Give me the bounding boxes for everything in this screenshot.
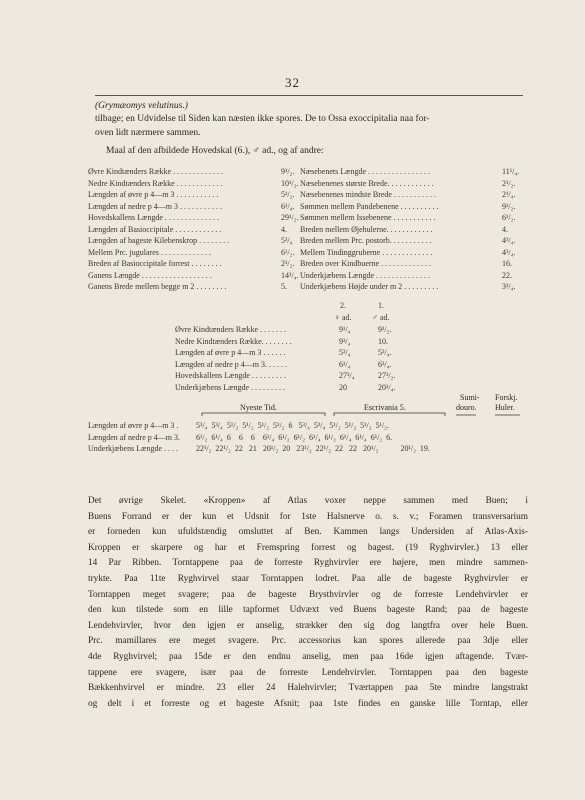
table-row [300, 258, 528, 270]
table-row [175, 370, 415, 382]
table-row [88, 235, 298, 247]
col-number-2: 2. [340, 301, 346, 310]
body-line: Prc. mamillares ere meget svagere. Prc. accessorius kan spores allerede paa 3dje eller [88, 636, 528, 647]
table-row [300, 189, 528, 201]
body-line: tappene ere svagere, især paa de forreste Lendehvirvler. Torntappen paa den bageste [88, 667, 528, 678]
measure-label: Øvre Kindtænders Række . . . . . . . . . . . . . [88, 167, 224, 176]
measure-label: Hovedskallens Længde . . . . . . . . . . . . . . [88, 213, 219, 222]
measure-value: 4. [502, 224, 508, 234]
measure-label: Mellem Prc. jugulares . . . . . . . . . . . . . [88, 247, 211, 257]
table-row [300, 235, 528, 247]
table-row [88, 178, 298, 190]
body-line: 14 Par Ribben. Torntappene paa de forreste Ryghvirvler ere højere, men mindre sammen- [88, 558, 528, 569]
table-row [88, 443, 528, 455]
measure-value: 2¹/₄. [502, 190, 516, 199]
measure-label: Sømmen mellem Pandebenene . . . . . . . . . . [300, 201, 439, 211]
body-line: Bækkenhvirvel er mindre. 23 eller 24 Halehvirvler; Tværtappen paa 5te mindre langstrakt [88, 683, 528, 694]
table-row [300, 201, 528, 213]
table-row [300, 224, 528, 236]
cell-value: 20 [339, 382, 347, 392]
page-number: 32 [285, 75, 300, 90]
row-values: 5³/₄ 5³/₄ 5¹/₂ 5¹/₂ 5¹/₂ 5¹/₂ 6 5³/₄ 5³/₄ 5¹/₂ 5¹/₂ 5¹/₂ 5¹/₂. [196, 421, 389, 430]
table-row [300, 281, 528, 293]
table-row [175, 336, 415, 348]
table-row [88, 189, 298, 201]
header-forskj-2: Huler. [495, 403, 515, 412]
body-line: Torntappen meget svagere; paa de bageste Brysthvirvler og de forreste Lendehvirvler er [88, 589, 528, 600]
measure-value: 4. [281, 224, 287, 234]
measure-label: Breden af Basioccipitale forrest . . . . . . . . [88, 259, 222, 268]
body-line: Buens Forrand er der kun et Udsnit for 1ste Halsnerve o. s. v.; Foramen transversarium [88, 511, 528, 522]
cell-value: 5³/₄ [339, 348, 351, 357]
measure-label: Underkjæbens Længde . . . . . . . . . . . . . . [300, 270, 430, 280]
measure-value: 5. [281, 282, 287, 291]
measure-value: 9¹/₂. [502, 201, 516, 211]
body-paragraph [88, 494, 528, 712]
header-sumidouro-2: douro. [456, 403, 477, 412]
cell-value: 9³/₄ [339, 336, 351, 346]
measure-value: 2¹/₂. [281, 259, 295, 268]
row-label: Længden af nedre p 4—m 3. [88, 432, 180, 442]
measure-value: 11¹/₄. [502, 167, 520, 176]
measure-label: Ganens Længde . . . . . . . . . . . . . . . . . . [88, 270, 212, 280]
measure-label: Længden af nedre p 4—m 3 . . . . . . . . . . . [88, 201, 222, 211]
header-brackets [200, 412, 530, 418]
row-label: Længden af nedre p 4—m 3. . . . . . [175, 359, 287, 369]
table-row [175, 347, 415, 359]
cell-value: 20¹/₄. [378, 382, 396, 392]
table-row [300, 166, 528, 178]
measure-value: 22. [502, 270, 512, 280]
col-number-1: 1. [378, 301, 384, 310]
measure-label: Længden af Basioccipitale . . . . . . . . . . . . [88, 224, 222, 234]
cell-value: 9¹/₄ [339, 325, 351, 334]
cell-value: 27³/₄ [339, 371, 355, 380]
row-label: Længden af øvre p 4—m 3 . [88, 421, 179, 430]
measure-label: Næsebenenes største Brede. . . . . . . . . . . . [300, 178, 434, 188]
body-line: Kroppen er skarpere og har et Fremspring forrest og bagest. (19 Ryghvirvler.) 13 eller [88, 542, 528, 553]
table-row [88, 432, 528, 444]
row-label: Nedre Kindtænders Række. . . . . . . . [175, 336, 292, 346]
header-nyeste-tid: Nyeste Tid. [240, 403, 277, 412]
measure-value: 4³/₄. [502, 236, 516, 245]
body-line: 4de Ryghvirvel; paa 15de er den endnu anselig, men paa 16de igjen aftagende. Tvær- [88, 651, 528, 662]
table-row [300, 247, 528, 259]
body-line: er forneden kun ufuldstændig omsluttet af Ben. Kammen langs Undersiden af Atlas-Axis- [88, 527, 528, 538]
measure-label: Nedre Kindtænders Række . . . . . . . . . . . . [88, 178, 223, 188]
measure-value: 4³/₄. [502, 247, 516, 257]
header-escrivania: Escrivania 5. [364, 403, 406, 412]
table2 [175, 324, 415, 393]
body-line: og delt i et forreste og et bageste Afsnit; paa 1ste findes en ganske lille Torntap, eller [88, 698, 528, 709]
table-row [88, 166, 298, 178]
table-row [88, 270, 298, 282]
measure-value: 5¹/₂. [281, 190, 295, 199]
cell-value: 5³/₄. [378, 348, 392, 357]
right-measures-table [300, 166, 528, 293]
measure-label: Længden af bageste Kilebenskrop . . . . . . . . [88, 236, 230, 245]
row-label: Øvre Kindtænders Række . . . . . . . [175, 325, 287, 334]
measure-label: Længden af øvre p 4—m 3 . . . . . . . . . . . [88, 190, 219, 199]
intro-line-1: tilbage; en Udvidelse til Siden kan næsten ikke spores. De to Ossa exoccipitalia naa for- [95, 114, 430, 124]
table-row [300, 178, 528, 190]
row-values: 22¹/₂ 22¹/₂ 22 21 20¹/₂ 20 23¹/₂ 22¹/₂ 22 22 20¹/₂ 20¹/₂ 19. [196, 444, 430, 453]
measure-label: Breden mellem Øjehulerne. . . . . . . . . . . . [300, 224, 433, 234]
header-sumidouro-1: Sumi- [460, 393, 480, 402]
measure-label: Sømmen mellem Issebenene . . . . . . . . . . . [300, 213, 436, 222]
table-row [175, 359, 415, 371]
body-line: den kun tilstede som en lille tapformet Udvæxt ved Buens bageste Rand; paa de bageste [88, 605, 528, 616]
table-row [88, 258, 298, 270]
table-row [300, 270, 528, 282]
table-row [175, 324, 415, 336]
measure-label: Breden over Kindbuerne . . . . . . . . . . . . . [300, 259, 432, 268]
measure-value: 2¹/₂. [502, 178, 516, 188]
row-label: Underkjæbens Længde . . . . [88, 444, 178, 453]
col-sex-female: ♀ ad. [334, 313, 352, 322]
header-rule [95, 95, 523, 96]
left-measures-table [88, 166, 298, 293]
table-row [175, 382, 415, 394]
measure-value: 6¹/₄. [281, 201, 295, 211]
body-line: Lendehvirvler, hvor den igjen er anselig, strækker den sig dog langtfra over hele Buen. [88, 620, 528, 631]
measure-value: 10¹/₂. [281, 178, 299, 188]
measure-value: 3³/₄. [502, 282, 516, 291]
section-header: (Grymæomys velutinus.) [95, 101, 188, 111]
measure-value: 14³/₄. [281, 270, 299, 280]
body-line: trykte. Paa 11te Ryghvirvel staar Torntappen lodret. Paa alle de bageste Ryghvirvler er [88, 573, 528, 584]
table-row [88, 281, 298, 293]
header-forskj-1: Forskj. [495, 393, 518, 402]
row-values: 6¹/₂ 6¹/₄ 6 6 6 6¹/₄ 6¹/₂ 6¹/₂ 6¹/₄ 6¹/₂ 6¹/₄ 6¹/₄ 6¹/₂ 6. [196, 432, 393, 442]
table-row [88, 420, 528, 432]
intro-line-2: oven lidt nærmere sammen. [95, 128, 201, 138]
measure-label: Næsebenenes mindste Brede . . . . . . . . . . . [300, 190, 436, 199]
row-label: Hovedskallens Længde . . . . . . . . . [175, 371, 286, 380]
cell-value: 10. [378, 336, 388, 346]
cell-value: 6¹/₄ [339, 359, 351, 369]
table-row [88, 247, 298, 259]
measure-value: 6¹/₂. [502, 213, 516, 222]
cell-value: 9¹/₂. [378, 325, 392, 334]
table-row [88, 201, 298, 213]
measure-value: 29¹/₂. [281, 213, 299, 222]
col-sex-male: ♂ ad. [372, 313, 390, 322]
measure-value: 6¹/₂. [281, 247, 295, 257]
cell-value: 6³/₄. [378, 359, 392, 369]
table-row [88, 212, 298, 224]
measure-label: Ganens Brede mellem begge m 2 . . . . . . . . [88, 282, 227, 291]
row-label: Underkjæbens Længde . . . . . . . . . [175, 382, 285, 392]
measure-value: 5³/₄ [281, 236, 293, 245]
measure-label: Mellem Tindinggruberne . . . . . . . . . . . . . [300, 247, 433, 257]
table3 [88, 420, 528, 455]
measure-label: Underkjæbens Højde under m 2 . . . . . . . . . [300, 282, 439, 291]
table-row [88, 224, 298, 236]
measure-label: Breden mellem Prc. postorb. . . . . . . . . . . [300, 236, 432, 245]
measure-value: 16. [502, 259, 512, 268]
cell-value: 27¹/₂. [378, 371, 396, 380]
measure-value: 9¹/₂. [281, 167, 295, 176]
measure-heading: Maal af den afbildede Hovedskal (6.), ♂ ad., og af andre: [106, 146, 324, 156]
table-row [300, 212, 528, 224]
row-label: Længden af øvre p 4—m 3 . . . . . . [175, 348, 286, 357]
measure-label: Næsebenets Længde . . . . . . . . . . . . . . . . [300, 167, 430, 176]
body-line: Det øvrige Skelet. «Kroppen» af Atlas voxer neppe sammen med Buen; i [88, 496, 528, 506]
